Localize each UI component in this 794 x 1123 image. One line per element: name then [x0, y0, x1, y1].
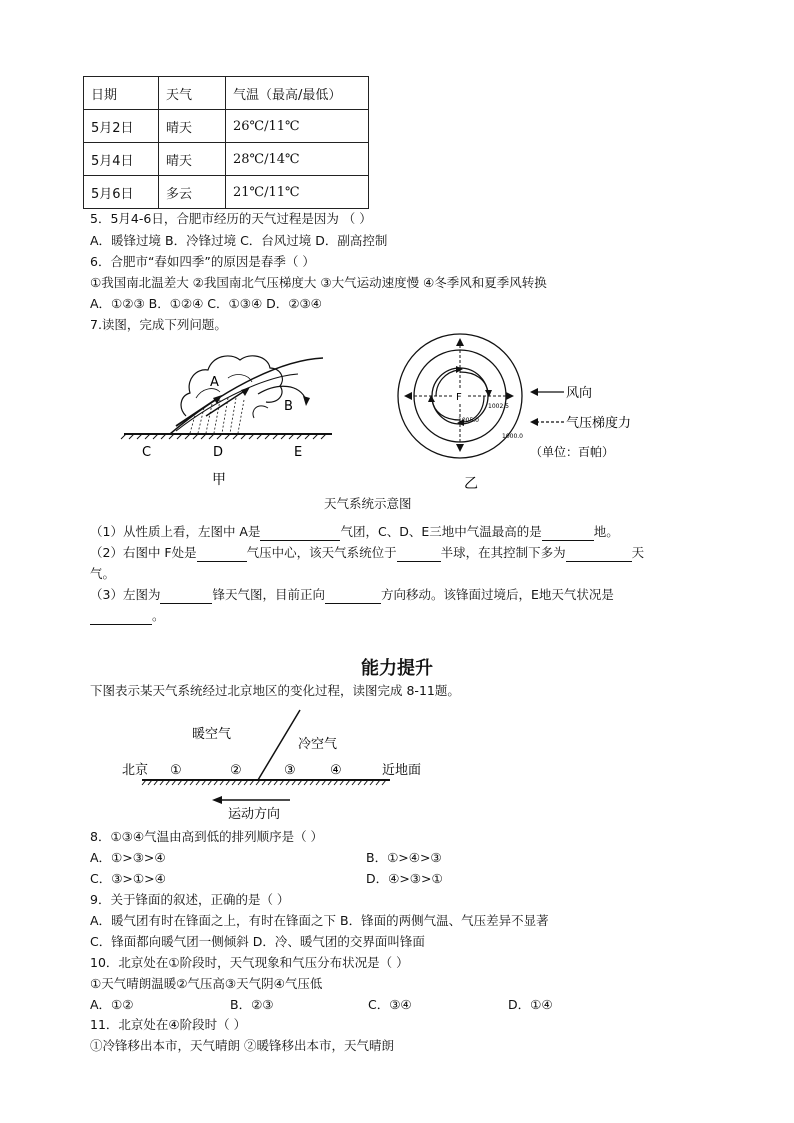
answer-blank[interactable]: [397, 547, 441, 562]
q7-sub1-text: 气团，C、D、E三地中气温最高的是: [340, 524, 542, 539]
answer-blank[interactable]: [90, 610, 152, 625]
table-cell: 晴天: [159, 143, 226, 176]
position-3: ③: [284, 763, 296, 778]
q10-option-c: C．③④: [368, 997, 412, 1012]
q8-option-b: B．①>④>③: [366, 850, 442, 865]
isobar-label: 1000.0: [502, 433, 523, 440]
position-2: ②: [230, 763, 242, 778]
near-ground-label: 近地面: [382, 763, 422, 778]
q10-option-a: A．①②: [90, 997, 134, 1012]
q7-sub1: [90, 523, 619, 541]
table-cell: 28℃/14℃: [226, 143, 369, 176]
label-a: A: [210, 375, 219, 390]
ability-intro: 下图表示某天气系统经过北京地区的变化过程，读图完成 8-11题。: [90, 683, 460, 698]
table-header-row: [84, 77, 369, 110]
q6-options: A．①②③ B．①②④ C．①③④ D．②③④: [90, 296, 322, 311]
cold-air-label: 冷空气: [298, 737, 338, 752]
answer-blank[interactable]: [160, 589, 212, 604]
q7-sub3-text: 方向移动。该锋面过境后，E地天气状况是: [380, 587, 614, 602]
caption-jia: 甲: [212, 472, 226, 488]
answer-blank[interactable]: [325, 589, 381, 604]
q7-sub3-cont: [90, 607, 165, 625]
isobar-label: 1002.5: [488, 403, 509, 410]
q7-sub2-cont: 气。: [90, 566, 116, 581]
q10-option-b: B．②③: [230, 997, 274, 1012]
beijing-label: 北京: [122, 763, 149, 778]
q10-option-d: D．①④: [508, 997, 553, 1012]
position-1: ①: [170, 763, 182, 778]
legend-wind: 风向: [566, 386, 593, 401]
q7-stem: 7.读图，完成下列问题。: [90, 317, 227, 332]
motion-label: 运动方向: [228, 807, 281, 822]
table-row: [84, 110, 369, 143]
legend-pgf: 气压梯度力: [566, 416, 632, 431]
q7-sub2-text: 半球，在其控制下多为: [440, 545, 566, 560]
figure-title: 天气系统示意图: [324, 496, 412, 511]
caption-yi: 乙: [464, 476, 478, 492]
header-date: 日期: [84, 77, 159, 110]
front-passing-diagram: [118, 706, 438, 826]
q5-options: A．暖锋过境 B．冷锋过境 C．台风过境 D．副高控制: [90, 233, 388, 248]
answer-blank[interactable]: [542, 526, 594, 541]
q10-items: ①天气晴朗温暖②气压高③天气阴④气压低: [90, 976, 323, 991]
front-diagram-jia: [118, 338, 343, 488]
pressure-diagram-yi: [388, 330, 648, 492]
answer-blank[interactable]: [260, 526, 340, 541]
q9-options-ab: A．暖气团有时在锋面之上，有时在锋面之下 B．锋面的两侧气温、气压差异不显著: [90, 913, 549, 928]
q7-sub3: [90, 586, 614, 604]
isobar-label: 1005.0: [458, 417, 479, 424]
answer-blank[interactable]: [566, 547, 632, 562]
position-4: ④: [330, 763, 342, 778]
unit-label: （单位：百帕）: [530, 445, 615, 459]
q7-sub2-text: 气压中心，该天气系统位于: [246, 545, 397, 560]
q11-stem: 11．北京处在④阶段时（ ）: [90, 1017, 247, 1032]
answer-blank[interactable]: [197, 547, 247, 562]
q6-stem: 6．合肥市“春如四季”的原因是春季（ ）: [90, 254, 315, 269]
q7-sub2-text: （2）右图中 F处是: [90, 545, 197, 560]
table-cell: 晴天: [159, 110, 226, 143]
table-cell: 多云: [159, 176, 226, 209]
table-cell: 5月6日: [84, 176, 159, 209]
weather-table: [83, 76, 369, 209]
header-weather: 天气: [159, 77, 226, 110]
q9-stem: 9．关于锋面的叙述，正确的是（ ）: [90, 892, 290, 907]
label-f: F: [456, 392, 462, 403]
table-cell: 5月2日: [84, 110, 159, 143]
q8-option-a: A．①>③>④: [90, 850, 166, 865]
q8-option-d: D．④>③>①: [366, 871, 443, 886]
label-e: E: [294, 445, 303, 460]
q7-sub3-text: （3）左图为: [90, 587, 161, 602]
table-row: [84, 143, 369, 176]
q7-sub1-text: （1）从性质上看，左图中 A是: [90, 524, 261, 539]
q8-option-c: C．③>①>④: [90, 871, 166, 886]
section-title: 能力提升: [361, 658, 433, 679]
q8-stem: 8．①③④气温由高到低的排列顺序是（ ）: [90, 829, 324, 844]
label-b: B: [284, 399, 293, 414]
label-c: C: [142, 445, 152, 460]
header-temp: 气温（最高/最低）: [226, 77, 369, 110]
q7-sub3-text: 。: [152, 608, 165, 623]
table-cell: 26℃/11℃: [226, 110, 369, 143]
q10-stem: 10．北京处在①阶段时，天气现象和气压分布状况是（ ）: [90, 955, 409, 970]
q11-items: ①冷锋移出本市，天气晴朗 ②暖锋移出本市，天气晴朗: [90, 1038, 394, 1053]
q7-sub3-text: 锋天气图，目前正向: [212, 587, 325, 602]
table-cell: 5月4日: [84, 143, 159, 176]
q7-sub1-text: 地。: [593, 524, 619, 539]
q7-sub2: [90, 544, 644, 562]
warm-air-label: 暖空气: [192, 727, 232, 742]
q9-options-cd: C．锋面都向暖气团一侧倾斜 D．冷、暖气团的交界面叫锋面: [90, 934, 425, 949]
table-cell: 21℃/11℃: [226, 176, 369, 209]
q6-items: ①我国南北温差大 ②我国南北气压梯度大 ③大气运动速度慢 ④冬季风和夏季风转换: [90, 275, 547, 290]
q5-stem: 5．5月4-6日，合肥市经历的天气过程是因为 （ ）: [90, 211, 372, 226]
label-d: D: [213, 445, 224, 460]
q7-sub2-text: 天: [631, 545, 645, 560]
table-row: [84, 176, 369, 209]
